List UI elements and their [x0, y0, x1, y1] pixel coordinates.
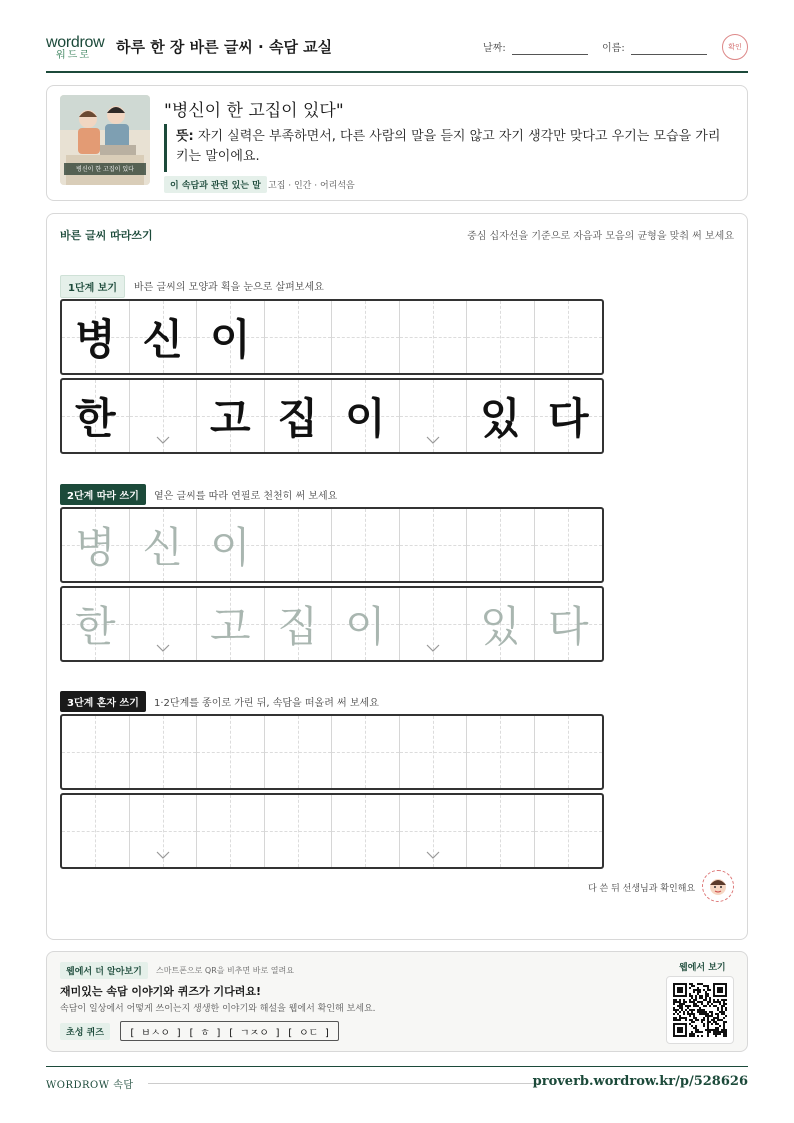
grid-character: 고	[209, 394, 251, 443]
grid-character: 있	[479, 394, 521, 443]
grid-cell[interactable]	[130, 588, 198, 660]
space-mark-icon	[156, 851, 170, 859]
related-tag: 이 속담과 관련 있는 말	[164, 176, 267, 193]
grid-character: 병	[74, 315, 116, 364]
web-view-label: 웹에서 보기	[679, 963, 726, 973]
grid-cell	[130, 301, 198, 373]
grid-character: 이	[344, 602, 386, 651]
step3-row2[interactable]	[60, 793, 604, 869]
grid-cell	[62, 380, 130, 452]
grid-cell[interactable]	[197, 795, 265, 867]
step1-badge: 1단계 보기	[60, 275, 125, 298]
footer-divider	[46, 1066, 748, 1067]
practice-title: 바른 글씨 따라쓰기	[60, 229, 153, 242]
grid-cell[interactable]	[400, 795, 468, 867]
proverb-illustration	[60, 95, 150, 185]
name-label: 이름:	[602, 43, 625, 54]
step2-desc: 옅은 글씨를 따라 연필로 천천히 써 보세요	[154, 491, 338, 502]
web-more-desc: 속담이 일상에서 어떻게 쓰이는지 생생한 이야기와 해설을 웹에서 확인해 보세요.	[60, 1004, 376, 1014]
grid-cell[interactable]	[130, 795, 198, 867]
teacher-stamp-icon	[702, 870, 734, 902]
grid-cell	[265, 301, 333, 373]
grid-character: 신	[142, 523, 184, 572]
grid-cell	[197, 380, 265, 452]
space-mark-icon	[426, 644, 440, 652]
proverb-meaning	[176, 127, 731, 167]
step3-badge: 3단계 혼자 쓰기	[60, 691, 146, 712]
meaning-label: 뜻:	[176, 129, 194, 144]
grid-cell	[62, 301, 130, 373]
step2-badge: 2단계 따라 쓰기	[60, 484, 146, 505]
header-divider	[46, 71, 748, 73]
grid-cell[interactable]	[467, 716, 535, 788]
grid-character: 다	[547, 394, 589, 443]
grid-cell	[467, 301, 535, 373]
grid-character: 이	[209, 523, 251, 572]
grid-cell	[332, 301, 400, 373]
grid-character: 이	[344, 394, 386, 443]
grid-character: 한	[74, 394, 116, 443]
wordrow-logo: wordrow 워드로	[46, 34, 105, 61]
grid-cell[interactable]	[332, 509, 400, 581]
grid-cell	[130, 380, 198, 452]
space-mark-icon	[426, 851, 440, 859]
step1-desc: 바른 글씨의 모양과 획을 눈으로 살펴보세요	[134, 282, 324, 293]
page-title: 하루 한 장 바른 글씨 · 속담 교실	[116, 38, 333, 56]
meaning-text: 자기 실력은 부족하면서, 다른 사람의 말을 듣지 않고 자기 생각만 맞다고 우기는 모습을 가리키는 말이에요.	[176, 129, 721, 164]
grid-cell[interactable]	[265, 588, 333, 660]
step1-row2	[60, 378, 604, 454]
date-field[interactable]	[512, 54, 588, 55]
grid-cell[interactable]	[265, 509, 333, 581]
check-stamp: 확인	[722, 34, 748, 60]
grid-character: 다	[547, 602, 589, 651]
space-mark-icon	[156, 644, 170, 652]
illustration-caption: 병신이 한 고집이 있다	[76, 166, 134, 173]
grid-cell	[332, 380, 400, 452]
date-label: 날짜:	[483, 43, 506, 54]
grid-cell[interactable]	[332, 716, 400, 788]
qr-note: 스마트폰으로 QR을 비추면 바로 열려요	[156, 966, 294, 975]
grid-cell[interactable]	[130, 509, 198, 581]
grid-cell	[400, 301, 468, 373]
web-more-tag: 웹에서 더 알아보기	[60, 962, 148, 979]
grid-cell[interactable]	[400, 509, 468, 581]
related-words: 고집 · 인간 · 어리석음	[268, 181, 355, 191]
space-mark-icon	[426, 436, 440, 444]
step1-row1	[60, 299, 604, 375]
grid-character: 집	[277, 602, 319, 651]
grid-cell[interactable]	[535, 509, 603, 581]
grid-cell[interactable]	[62, 588, 130, 660]
grid-cell	[265, 380, 333, 452]
meaning-accent-bar	[164, 124, 167, 172]
grid-character: 집	[277, 394, 319, 443]
web-more-title: 재미있는 속담 이야기와 퀴즈가 기다려요!	[60, 985, 261, 998]
grid-cell[interactable]	[130, 716, 198, 788]
grid-cell[interactable]	[467, 795, 535, 867]
grid-cell	[535, 380, 603, 452]
grid-cell[interactable]	[535, 716, 603, 788]
step3-row1[interactable]	[60, 714, 604, 790]
proverb-title: "병신이 한 고집이 있다"	[164, 101, 344, 121]
grid-cell[interactable]	[535, 588, 603, 660]
footer-url[interactable]: proverb.wordrow.kr/p/528626	[532, 1074, 748, 1089]
practice-note: 중심 십자선을 기준으로 자음과 모음의 균형을 맞춰 써 보세요	[467, 231, 734, 242]
step2-row2[interactable]	[60, 586, 604, 662]
footer-brand: WORDROW 속담	[46, 1080, 134, 1091]
grid-character: 고	[209, 602, 251, 651]
footer-line	[148, 1083, 538, 1084]
grid-cell[interactable]	[467, 588, 535, 660]
grid-cell[interactable]	[265, 795, 333, 867]
grid-cell[interactable]	[62, 716, 130, 788]
grid-cell[interactable]	[265, 716, 333, 788]
grid-cell	[467, 380, 535, 452]
grid-character: 병	[74, 523, 116, 572]
grid-cell[interactable]	[197, 716, 265, 788]
teacher-check-text: 다 쓴 뒤 선생님과 확인해요	[588, 884, 696, 894]
grid-cell[interactable]	[400, 588, 468, 660]
quiz-label: 초성 퀴즈	[60, 1023, 110, 1040]
grid-character: 이	[209, 315, 251, 364]
grid-cell	[535, 301, 603, 373]
step3-desc: 1·2단계를 종이로 가린 뒤, 속담을 떠올려 써 보세요	[154, 698, 379, 709]
grid-cell[interactable]	[62, 509, 130, 581]
grid-cell[interactable]	[467, 509, 535, 581]
grid-cell[interactable]	[332, 795, 400, 867]
grid-cell[interactable]	[197, 588, 265, 660]
grid-cell[interactable]	[332, 588, 400, 660]
grid-cell[interactable]	[197, 509, 265, 581]
step2-row1[interactable]	[60, 507, 604, 583]
qr-code-icon[interactable]	[666, 976, 734, 1044]
grid-character: 신	[142, 315, 184, 364]
grid-character: 한	[74, 602, 116, 651]
initial-consonant-quiz: [ ㅂㅅㅇ ] [ ㅎ ] [ ㄱㅈㅇ ] [ ㅇㄷ ]	[120, 1021, 339, 1041]
grid-cell	[197, 301, 265, 373]
grid-character: 있	[479, 602, 521, 651]
grid-cell[interactable]	[535, 795, 603, 867]
grid-cell[interactable]	[400, 716, 468, 788]
name-field[interactable]	[631, 54, 707, 55]
space-mark-icon	[156, 436, 170, 444]
grid-cell	[400, 380, 468, 452]
grid-cell[interactable]	[62, 795, 130, 867]
